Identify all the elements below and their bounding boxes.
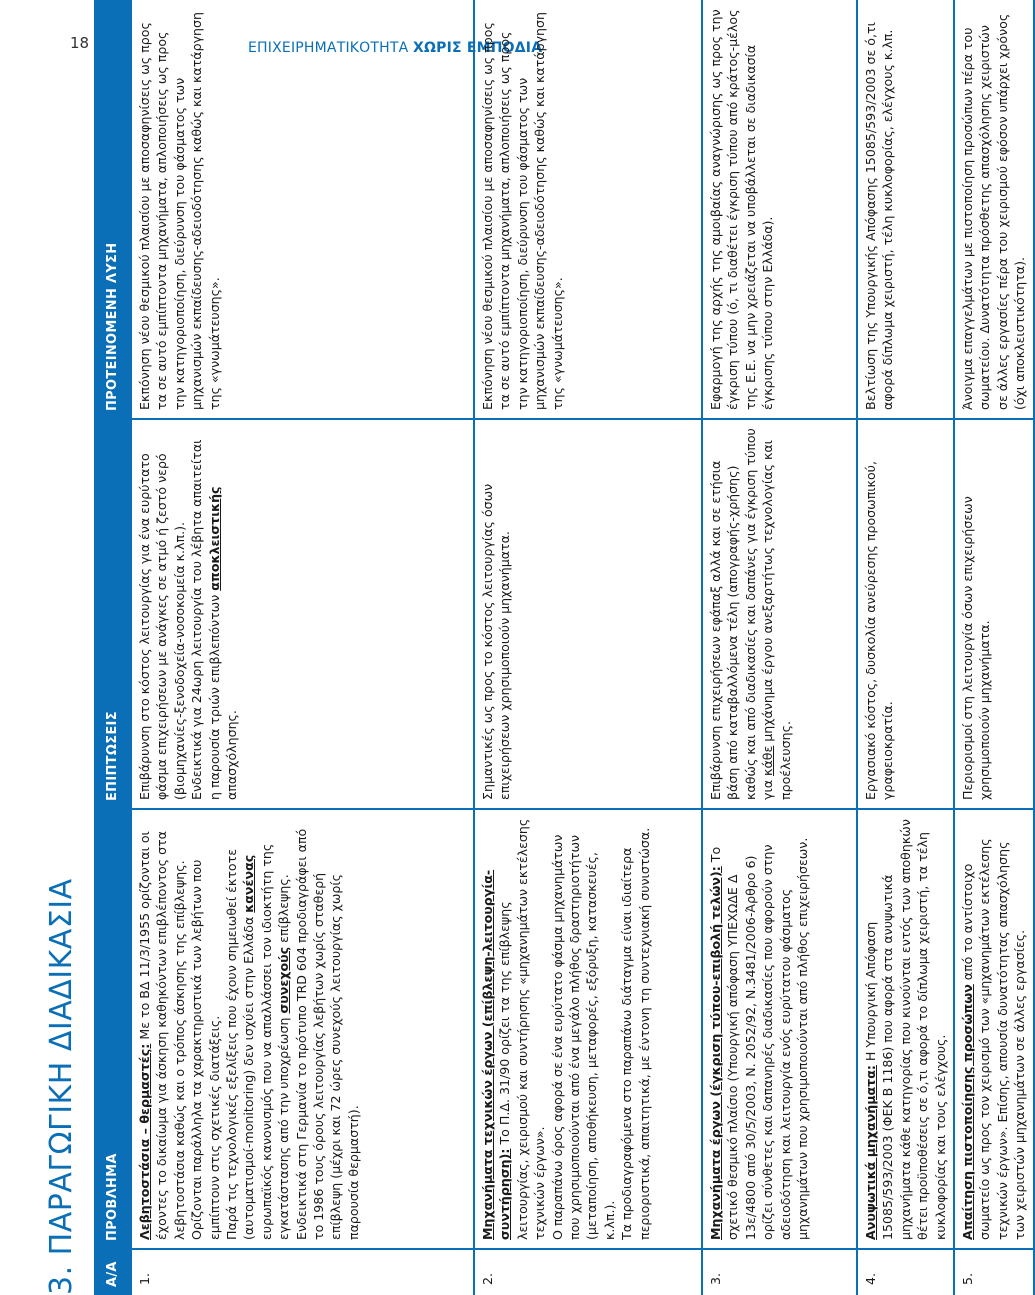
impacts-paragraph <box>188 428 240 800</box>
table-header-row <box>94 0 132 1295</box>
solution-cell <box>702 0 857 419</box>
header-impacts: ΕΠΙΠΤΩΣΕΙΣ <box>94 419 132 809</box>
row-number: 3. <box>702 1249 857 1295</box>
solution-cell <box>954 0 1034 419</box>
impacts-emphasis: κάθε <box>760 745 776 776</box>
impacts-cell <box>474 419 702 809</box>
page-number: 18 <box>70 34 90 52</box>
row-number: 4. <box>857 1249 954 1295</box>
problem-paragraph <box>959 818 1029 1240</box>
problem-paragraph <box>862 818 949 1240</box>
problem-cell <box>132 809 474 1249</box>
header-problem: ΠΡΟΒΛΗΜΑ <box>94 809 132 1249</box>
problem-paragraph <box>223 818 293 1240</box>
problem-cell <box>857 809 954 1249</box>
table-row <box>857 0 954 1295</box>
table-row <box>954 0 1034 1295</box>
problem-cell <box>954 809 1034 1249</box>
page-header-regular: ΕΠΙΧΕΙΡΗΜΑΤΙΚΟΤΗΤΑ <box>248 40 409 56</box>
solution-cell <box>474 0 702 419</box>
problem-text: Το σχετικό θεσμικό πλαίσιο (Υπουργική απόφαση ΥΠΕΧΩΔΕ Δ 13ε/4800 από 30/5/2003, Ν. 2052/92, Ν.3481/2006-Άρθρο 6) ορίζει σύνθετες και δαπανηρές διαδικασίες που αφορούν στην αδειοδότηση και λειτουργία ενός ευρύτατου φάσματος μηχανημάτων που χρησιμοποιούνται από πλήθος επιχειρήσεων. <box>708 837 811 1240</box>
problem-paragraph <box>136 818 223 1240</box>
impacts-cell <box>954 419 1034 809</box>
problem-title: Λεβητοστάσια – θερμαστές: <box>137 1043 152 1240</box>
impacts-text: μηχάνημα έργου ανεξαρτήτως τεχνολογίας και προέλευσης. <box>760 440 793 800</box>
problem-text: Παρά τις τεχνολογικές εξελίξεις που έχουν σημειωθεί έκτοτε (αυτοματισμοί-monitoring) δεν ισχύει στην Ελλάδα <box>224 848 257 1240</box>
impacts-paragraph: Περιορισμοί στη λειτουργία όσων επιχειρήσεων χρησιμοποιούν μηχανήματα. <box>960 496 993 800</box>
solution-text: Εφαρμογή της αρχής της αμοιβαίας αναγνώρισης ως προς την έγκριση τύπου (ό, τι διαθέτει έγκριση τύπου από κράτος-μέλος της Ε.Ε. να μην χρειάζεται να υποβάλλεται σε διαδικασία έγκρισης τύπου στην Ελλάδα). <box>708 9 776 410</box>
impacts-text: Ενδεικτικά για 24ωρη λειτουργία του λέβητα απαιτείται η παρουσία τριών επιβλεπόντων <box>189 439 222 800</box>
impacts-paragraph <box>707 428 794 800</box>
problem-emphasis: κανένας <box>241 854 257 913</box>
table-row <box>702 0 857 1295</box>
solution-cell <box>132 0 474 419</box>
problem-cell <box>702 809 857 1249</box>
table-row <box>132 0 474 1295</box>
problem-paragraph: Ο παραπάνω όρος αφορά σε ένα ευρύτατο φάσμα μηχανημάτων που χρησιμοποιούνται από ένα μεγάλο πλήθος δραστηριοτήτων (μεταποίηση, αποθήκευση, μεταφορές, εξόρυξη, κατασκευές, κ.λπ.). <box>549 834 617 1240</box>
solution-text: Βελτίωση της Υπουργικής Απόφασης 15085/593/2003 σε ό,τι αφορά δίπλωμα χειριστή, τέλη κυκλοφορίας, ελέγχους κ.λπ. <box>863 22 896 410</box>
problem-title: Μηχανήματα έργων (έγκριση τύπου-επιβολή τελών): <box>708 866 723 1240</box>
problem-paragraph: Ενδεικτικά στη Γερμανία το πρότυπο TRD 604 προδιαγράφει από το 1986 τους όρους λειτουργίας λεβήτων χωρίς σταθερή επίβλεψη (μέχρι και 72 ώρες συνεχούς λειτουργίας χωρίς παρουσία θερμαστή). <box>293 828 361 1240</box>
impacts-emphasis: αποκλειστικής <box>206 486 222 591</box>
impacts-paragraph: Εργασιακό κόστος, δυσκολία ανεύρεσης προσωπικού, γραφειοκρατία. <box>863 461 896 800</box>
problem-cell <box>474 809 702 1249</box>
problem-paragraph <box>707 818 811 1240</box>
problem-paragraph: Τα προδιαγραφόμενα στο παραπάνω διάταγμα είναι ιδιαίτερα περιοριστικά, απαιτητικά, με έντονη τη συντεχνιακή συνιστώσα. <box>619 827 652 1240</box>
problem-title: Απαίτηση πιστοποίησης προσώπων <box>960 984 976 1240</box>
impacts-paragraph: Επιβάρυνση στο κόστος λειτουργίας για ένα ευρύτατο φάσμα επιχειρήσεων με ανάγκες σε ατμό ή ζεστό νερό (βιομηχανίες-ξενοδοχεία-νοσοκομεία κ.λπ.). <box>137 453 187 800</box>
solution-text: Εκπόνηση νέου θεσμικού πλαισίου με αποσαφηνίσεις ως προς τα σε αυτό εμπίπτοντα μηχανήματα, απλοποιήσεις ως προς την κατηγοριοποίηση, διεύρυνση του φάσματος των μηχανισμών εκπαίδευσης-αδειοδότησης καθώς και κατάργηση της «γνωμάτευσης». <box>137 12 222 410</box>
impacts-text: απασχόλησης. <box>224 710 240 800</box>
issues-table <box>94 0 1035 1295</box>
impacts-cell <box>857 419 954 809</box>
chapter-title: 3. ΠΑΡΑΓΩΓΙΚΗ ΔΙΑΔΙΚΑΣΙΑ <box>44 878 79 1295</box>
problem-text: από το αντίστοιχο σωματείο ως προς τον χειρισμό των «μηχανημάτων εκτέλεσης τεχνικών έργων». Επίσης, απουσία δυνατότητας απασχόλησης των χειριστών μηχανημάτων σε άλλες εργασίες. <box>960 838 1028 1240</box>
problem-emphasis: συνεχούς <box>276 946 292 1014</box>
solution-text: Άνοιγμα επαγγελμάτων με πιστοποίηση προσώπων πέρα του σωματείου. Δυνατότητα πρόσθετης απασχόλησης χειριστών σε άλλες εργασίες πέρα του χειρισμού εφόσον υπάρχει χρόνος (όχι αποκλειστικότητα). <box>960 13 1028 410</box>
problem-title: Ανυψωτικά μηχανήματα: <box>863 1065 878 1240</box>
row-number: 2. <box>474 1249 702 1295</box>
problem-text: ευρωπαϊκός κανονισμός που να απαλλάσσει τον ιδιοκτήτη της εγκατάστασης από την υποχρέωση <box>258 843 292 1240</box>
table-row <box>474 0 702 1295</box>
header-aa: Α/Α <box>94 1249 132 1295</box>
problem-text: Με το ΒΔ 11/3/1955 ορίζονται οι έχοντες το δικαίωμα για άσκηση καθηκόντων επιβλέποντος στα λεβητοστάσια καθώς και ο τρόπος άσκησης της επίβλεψης. Ορίζονται παράλληλα τα χαρακτηριστικά των λεβήτων που εμπίπτουν στις σχετικές διατάξεις. <box>137 831 222 1240</box>
problem-text: επίβλεψης. <box>276 874 292 947</box>
problem-text: Το Π.Δ. 31/90 ορίζει τα της επίβλεψης λειτουργίας, χειρισμού και συντήρησης «μηχανημάτων εκτέλεσης τεχνικών έργων». <box>497 818 548 1240</box>
impacts-cell <box>132 419 474 809</box>
impacts-cell <box>702 419 857 809</box>
solution-cell <box>857 0 954 419</box>
solution-text: Εκπόνηση νέου θεσμικού πλαισίου με αποσαφηνίσεις ως προς τα σε αυτό εμπίπτοντα μηχανήματα, απλοποιήσεις ως προς την κατηγοριοποίηση, διεύρυνση του φάσματος των μηχανισμών εκπαίδευσης-αδειοδότησης καθώς και κατάργηση της «γνωμάτευσης». <box>480 12 565 410</box>
problem-paragraph <box>479 818 549 1240</box>
header-solution: ΠΡΟΤΕΙΝΟΜΕΝΗ ΛΥΣΗ <box>94 0 132 419</box>
impacts-paragraph: Σημαντικές ως προς το κόστος λειτουργίας όσων επιχειρήσεων χρησιμοποιούν μηχανήματα. <box>480 483 513 800</box>
problem-title: Μηχανήματα τεχνικών έργων (επίβλεψη-λειτουργία-συντήρηση): <box>480 869 513 1240</box>
problem-text: Η Υπουργική Απόφαση 15085/593/2003 (ΦΕΚ Β 1186) που αφορά στα ανυψωτικά μηχανήματα κάθε κατηγορίας που κινούνται εντός των αποθηκών θέτει προϋποθέσεις σε ό,τι αφορά το δίπλωμα χειριστή, τα τέλη κυκλοφορίας και τους ελέγχους. <box>863 819 948 1240</box>
rotated-content <box>36 0 1028 1295</box>
row-number: 5. <box>954 1249 1034 1295</box>
page-header-bold: ΧΩΡΙΣ ΕΜΠΟΔΙΑ <box>413 40 543 56</box>
impacts-text: Επιβάρυνση επιχειρήσεων εφάπαξ αλλά και σε ετήσια βάση από καταβαλλόμενα τέλη (απογραφής-χρήσης) καθώς και από διαδικασίες και δαπάνες για έγκριση τύπου για <box>708 428 776 800</box>
row-number: 1. <box>132 1249 474 1295</box>
